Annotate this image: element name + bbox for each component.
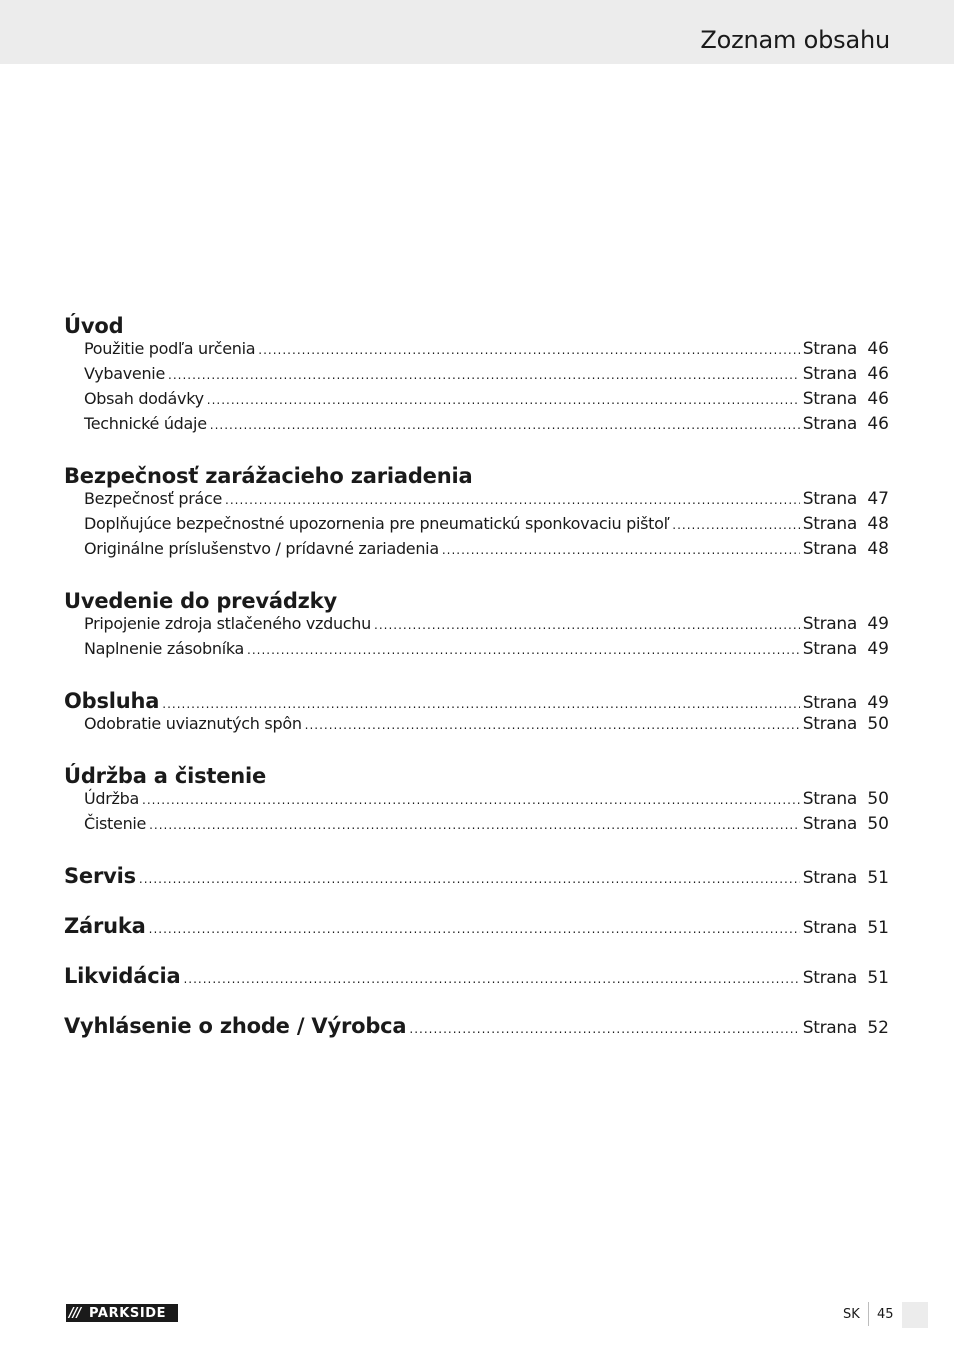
toc-section-title: Vyhlásenie o zhode / Výrobca [64,1014,407,1038]
toc-entry[interactable] [64,789,889,814]
toc-page-label: Strana [802,489,857,509]
toc-entry[interactable] [64,814,889,839]
toc-entry[interactable] [64,714,889,739]
toc-page-label: Strana [802,1018,857,1038]
toc-entry-label: Odobratie uviaznutých spôn [84,714,302,733]
toc-leader-dots [139,872,800,886]
toc-page-label: Strana [802,339,857,359]
toc-entry[interactable] [64,489,889,514]
toc-leader-dots [207,393,800,407]
toc-page-number: 49 [867,693,889,713]
toc-entry[interactable] [64,614,889,639]
toc-leader-dots [168,368,800,382]
toc-page-number: 52 [867,1018,889,1038]
toc-section-title: Servis [64,864,136,888]
toc-section-heading[interactable] [64,764,889,789]
toc-entry-label: Naplnenie zásobníka [84,639,245,658]
toc-page-label: Strana [802,639,857,659]
toc-section-heading[interactable] [64,464,889,489]
toc-page-number: 50 [867,714,889,734]
logo-slashes: /// [69,1305,81,1321]
toc-section-title: Záruka [64,914,146,938]
toc-section-title: Úvod [64,314,124,338]
toc-section-title: Likvidácia [64,964,181,988]
toc-page-number: 46 [867,339,889,359]
toc-leader-dots [672,518,799,532]
toc-page-label: Strana [802,364,857,384]
page-title: Zoznam obsahu [700,26,890,54]
toc-entry-label: Vybavenie [84,364,165,383]
toc-entry-label: Použitie podľa určenia [84,339,256,358]
toc-page-label: Strana [802,539,857,559]
header-bar [0,0,954,64]
toc-page-number: 48 [867,539,889,559]
toc-leader-dots [149,818,800,832]
toc-page-label: Strana [802,968,857,988]
toc-leader-dots [409,1022,799,1036]
toc-section-title: Údržba a čistenie [64,764,267,788]
toc-page-label: Strana [802,814,857,834]
toc-leader-dots [225,493,800,507]
toc-page-number: 50 [867,789,889,809]
toc-page-number: 49 [867,639,889,659]
toc-entry-label: Bezpečnosť práce [84,489,223,508]
toc-page-number: 47 [867,489,889,509]
toc-section-heading[interactable] [64,589,889,614]
footer-divider [868,1302,869,1326]
toc-section-heading[interactable] [64,914,889,939]
toc-leader-dots [162,697,799,711]
page-number: 45 [877,1307,894,1322]
toc-page-number: 50 [867,814,889,834]
toc-section-heading[interactable] [64,864,889,889]
toc-page-label: Strana [802,693,857,713]
toc-entry-label: Čistenie [84,814,147,833]
toc-page-label: Strana [802,389,857,409]
toc-entry[interactable] [64,514,889,539]
toc-page-label: Strana [802,789,857,809]
toc-page-number: 51 [867,918,889,938]
toc-entry[interactable] [64,639,889,664]
toc-entry-label: Obsah dodávky [84,389,204,408]
toc-entry[interactable] [64,339,889,364]
toc-entry[interactable] [64,414,889,439]
toc-leader-dots [142,793,800,807]
toc-entry-label: Technické údaje [84,414,207,433]
toc-entry[interactable] [64,389,889,414]
toc-page-number: 46 [867,389,889,409]
toc-leader-dots [442,543,800,557]
table-of-contents [64,314,889,1039]
parkside-logo [66,1304,178,1322]
toc-page-number: 48 [867,514,889,534]
toc-page-number: 51 [867,968,889,988]
toc-leader-dots [149,922,800,936]
toc-page-label: Strana [802,714,857,734]
toc-page-number: 46 [867,414,889,434]
toc-page-label: Strana [802,918,857,938]
toc-entry-label: Doplňujúce bezpečnostné upozornenia pre pneumatickú sponkovaciu pištoľ [84,514,670,533]
language-code: SK [843,1307,860,1322]
toc-entry[interactable] [64,539,889,564]
toc-section-title: Uvedenie do prevádzky [64,589,337,613]
toc-leader-dots [374,618,800,632]
toc-section-heading[interactable] [64,964,889,989]
toc-page-label: Strana [802,414,857,434]
toc-page-number: 46 [867,364,889,384]
toc-leader-dots [305,718,800,732]
toc-entry-label: Údržba [84,789,140,808]
toc-section-heading[interactable] [64,314,889,339]
toc-page-number: 49 [867,614,889,634]
toc-entry-label: Pripojenie zdroja stlačeného vzduchu [84,614,371,633]
toc-page-label: Strana [802,868,857,888]
toc-section-heading[interactable] [64,689,889,714]
logo-text: PARKSIDE [89,1305,167,1321]
toc-leader-dots [210,418,800,432]
footer-tab-marker [902,1302,928,1328]
toc-entry[interactable] [64,364,889,389]
toc-section-title: Obsluha [64,689,160,713]
toc-entry-label: Originálne príslušenstvo / prídavné zariadenia [84,539,439,558]
toc-leader-dots [258,343,799,357]
toc-section-heading[interactable] [64,1014,889,1039]
toc-leader-dots [183,972,799,986]
toc-section-title: Bezpečnosť zarážacieho zariadenia [64,464,473,488]
toc-page-label: Strana [802,614,857,634]
toc-page-number: 51 [867,868,889,888]
toc-leader-dots [247,643,800,657]
toc-page-label: Strana [802,514,857,534]
